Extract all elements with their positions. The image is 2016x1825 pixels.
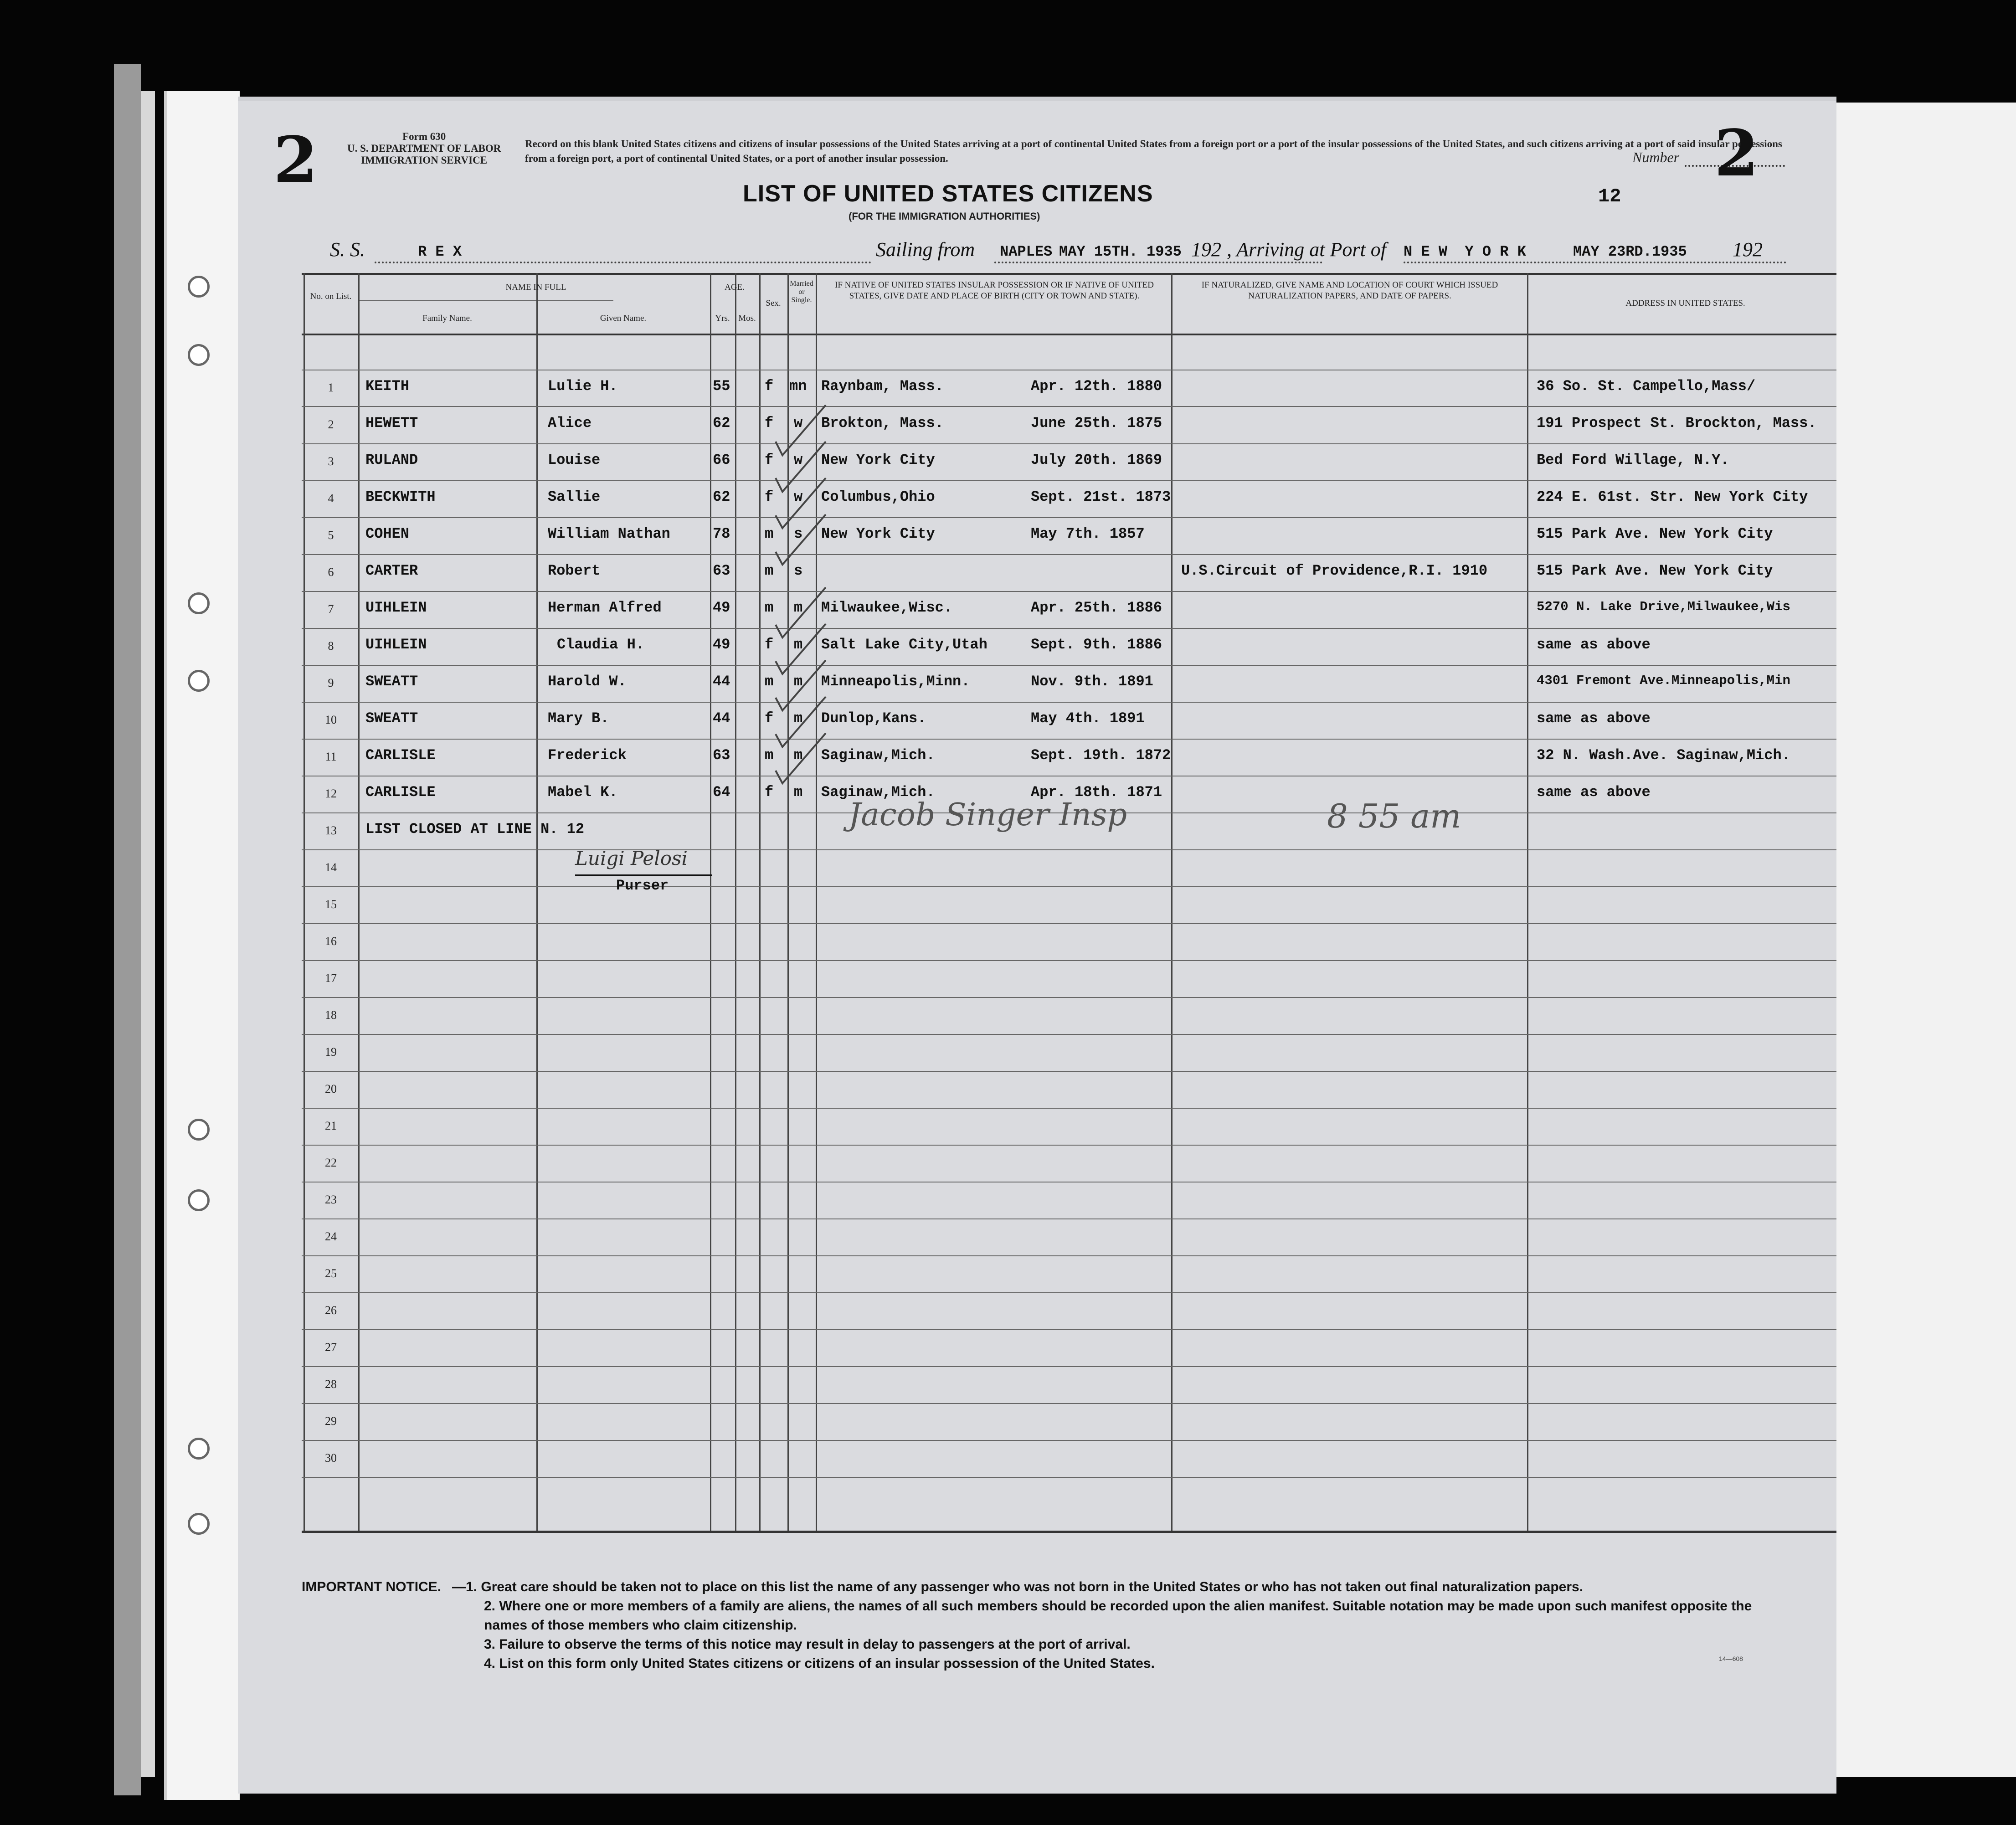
birth-place: Brokton, Mass. [821, 415, 944, 432]
sex: m [765, 525, 774, 542]
row-number: 23 [325, 1193, 337, 1206]
binder-hole [188, 1438, 210, 1460]
address: 4301 Fremont Ave.Minneapolis,Min [1537, 673, 1790, 688]
birth-date: Sept. 21st. 1873 [1031, 488, 1171, 505]
row-number: 19 [325, 1045, 337, 1059]
family-name: CARLISLE [365, 747, 436, 764]
form-id-block [347, 131, 501, 166]
birth-place: Dunlop,Kans. [821, 710, 926, 727]
purser-signature-line [575, 874, 712, 876]
age-years: 55 [713, 378, 730, 395]
family-name: RULAND [365, 452, 418, 468]
marital-status: s [794, 562, 803, 579]
row-rule [302, 1366, 1836, 1367]
header-sex: Sex. [766, 298, 781, 308]
birth-date: Apr. 25th. 1886 [1031, 599, 1162, 616]
row-number: 4 [328, 492, 334, 505]
passenger-table [302, 273, 1836, 1533]
row-rule [302, 997, 1836, 998]
birth-date: July 20th. 1869 [1031, 452, 1162, 468]
family-name: UIHLEIN [365, 636, 427, 653]
col-rule [1171, 273, 1173, 1533]
address: 191 Prospect St. Brockton, Mass. [1537, 415, 1817, 432]
binder-hole [188, 1513, 210, 1535]
arriving-label: , Arriving at Port of [1227, 238, 1386, 261]
sex: f [765, 415, 774, 432]
row-rule [302, 1218, 1836, 1219]
marital-status: m [794, 784, 803, 801]
row-rule [302, 665, 1836, 666]
header-married: Married or Single. [790, 280, 813, 304]
notice-item: 2. Where one or more members of a family are aliens, the names of all such members should be recorded upon the alien manifest. Suitable notation may be made upon such manifest opposite the names of those members who claim citizenship. [484, 1599, 1752, 1633]
given-name: Robert [548, 562, 601, 579]
year-suffix-2: 192 [1733, 238, 1763, 261]
row-number: 7 [328, 602, 334, 616]
header-naturalized: IF NATURALIZED, GIVE NAME AND LOCATION OF COURT WHICH ISSUED NATURALIZATION PAPERS, AND DATE OF PAPERS. [1201, 280, 1498, 301]
row-number: 28 [325, 1378, 337, 1391]
year-suffix: 192 [1191, 238, 1221, 261]
header-mos: Mos. [738, 314, 756, 323]
purser-label: Purser [616, 877, 669, 894]
age-years: 63 [713, 562, 730, 579]
given-name: Herman Alfred [548, 599, 662, 616]
birth-place: Saginaw,Mich. [821, 747, 935, 764]
family-name: CARTER [365, 562, 418, 579]
row-rule [302, 628, 1836, 629]
sex: m [765, 673, 774, 690]
header-age: AGE. [725, 283, 745, 292]
row-rule [302, 517, 1836, 518]
age-years: 49 [713, 599, 730, 616]
birth-date: Sept. 9th. 1886 [1031, 636, 1162, 653]
sailing-label: Sailing from [876, 238, 975, 261]
age-years: 49 [713, 636, 730, 653]
row-number: 12 [325, 787, 337, 800]
inspector-signature: Jacob Singer Insp [849, 797, 1127, 833]
row-number: 29 [325, 1414, 337, 1428]
marital-status: mn [789, 378, 807, 395]
sex: f [765, 636, 774, 653]
row-number: 27 [325, 1341, 337, 1354]
header-address: ADDRESS IN UNITED STATES. [1625, 298, 1745, 308]
given-name: Sallie [548, 488, 601, 505]
binder-hole [188, 344, 210, 366]
sex: f [765, 378, 774, 395]
notice-item: —1. Great care should be taken not to place on this list the name of any passenger who was not born in the United States or who has not taken out final naturalization papers. [452, 1579, 1584, 1594]
row-number: 18 [325, 1008, 337, 1022]
row-rule [302, 886, 1836, 887]
marital-status: m [794, 636, 803, 653]
from-port: NAPLES [1000, 243, 1053, 260]
ship-name: R E X [418, 243, 462, 260]
page-title: LIST OF UNITED STATES CITIZENS [743, 180, 1153, 207]
row-rule [302, 1145, 1836, 1146]
address: 515 Park Ave. New York City [1537, 525, 1773, 542]
form-code: 14—608 [1719, 1655, 1743, 1662]
page-number: 12 [1598, 185, 1621, 207]
row-rule [302, 554, 1836, 555]
row-rule [302, 702, 1836, 703]
header-age-rule [572, 300, 613, 301]
address: 224 E. 61st. Str. New York City [1537, 488, 1808, 505]
given-name: Louise [548, 452, 601, 468]
binder-hole [188, 276, 210, 298]
birth-date: June 25th. 1875 [1031, 415, 1162, 432]
family-name: COHEN [365, 525, 410, 542]
birth-date: May 4th. 1891 [1031, 710, 1145, 727]
row-rule [302, 1071, 1836, 1072]
row-number: 25 [325, 1267, 337, 1280]
sex: m [765, 562, 774, 579]
notice-item: 3. Failure to observe the terms of this notice may result in delay to passengers at the port of arrival. [484, 1637, 1131, 1652]
row-rule [302, 1440, 1836, 1441]
marital-status: s [794, 525, 803, 542]
arrive-date: MAY 23RD.1935 [1573, 243, 1687, 260]
col-rule [303, 273, 305, 1533]
notice-heading: IMPORTANT NOTICE. [302, 1579, 442, 1594]
marital-status: m [794, 673, 803, 690]
given-name: Alice [548, 415, 592, 432]
row-rule [302, 480, 1836, 481]
header-yrs: Yrs. [715, 314, 730, 323]
birth-place: Milwaukee,Wisc. [821, 599, 953, 616]
row-rule [302, 849, 1836, 850]
header-family: Family Name. [422, 314, 472, 323]
marital-status: w [794, 415, 803, 432]
list-closed-note: LIST CLOSED AT LINE N. 12 [365, 821, 585, 838]
form-label: Form 630 [402, 131, 446, 142]
header-name-rule [358, 300, 572, 301]
row-number: 22 [325, 1156, 337, 1169]
birth-place: Columbus,Ohio [821, 488, 935, 505]
header-name-in-full: NAME IN FULL [505, 283, 566, 292]
row-number: 11 [325, 750, 337, 763]
row-number: 16 [325, 935, 337, 948]
sex: f [765, 488, 774, 505]
sheet-number-stamp: 2 [273, 123, 318, 198]
naturalization: U.S.Circuit of Providence,R.I. 1910 [1181, 562, 1488, 579]
binder-edge [114, 64, 141, 1795]
row-rule [302, 1292, 1836, 1293]
row-number: 20 [325, 1082, 337, 1095]
address: 515 Park Ave. New York City [1537, 562, 1773, 579]
age-years: 78 [713, 525, 730, 542]
sail-date: MAY 15TH. 1935 [1059, 243, 1182, 260]
given-name: William Nathan [548, 525, 670, 542]
birth-date: Apr. 18th. 1871 [1031, 784, 1162, 801]
given-name: Claudia H. [557, 636, 645, 653]
binder-edge-inner [141, 91, 155, 1777]
given-name: Harold W. [548, 673, 627, 690]
address: 32 N. Wash.Ave. Saginaw,Mich. [1537, 747, 1790, 764]
row-number: 3 [328, 455, 334, 468]
age-years: 62 [713, 415, 730, 432]
row-number: 1 [328, 381, 334, 394]
family-name: CARLISLE [365, 784, 436, 801]
sex: f [765, 710, 774, 727]
row-rule [302, 1477, 1836, 1478]
birth-date: May 7th. 1857 [1031, 525, 1145, 542]
given-name: Lulie H. [548, 378, 618, 395]
to-dotline [1404, 262, 1786, 263]
marital-status: m [794, 710, 803, 727]
arrival-time-note: 8 55 am [1327, 797, 1461, 835]
age-years: 63 [713, 747, 730, 764]
row-number: 24 [325, 1230, 337, 1243]
purser-signature: Luigi Pelosi [575, 847, 688, 869]
row-number: 30 [325, 1451, 337, 1465]
notice-item: 4. List on this form only United States citizens or citizens of an insular possession of the United States. [484, 1656, 1155, 1671]
birth-place: Raynbam, Mass. [821, 378, 944, 395]
family-name: HEWETT [365, 415, 418, 432]
header-no: No. on List. [310, 292, 352, 301]
binder-hole [188, 592, 210, 614]
table-bottom-rule [302, 1531, 1836, 1533]
row-number: 5 [328, 529, 334, 542]
family-name: UIHLEIN [365, 599, 427, 616]
ss-label: S. S. [330, 238, 365, 261]
birth-date: Nov. 9th. 1891 [1031, 673, 1153, 690]
age-years: 62 [713, 488, 730, 505]
row-rule [302, 960, 1836, 961]
given-name: Mabel K. [548, 784, 618, 801]
col-rule [710, 273, 711, 1533]
sex: m [765, 599, 774, 616]
header-birth: IF NATIVE OF UNITED STATES INSULAR POSSESSION OR IF NATIVE OF UNITED STATES, GIVE DATE AND PLACE OF BIRTH (CITY OR TOWN AND STATE). [835, 280, 1154, 301]
marital-status: w [794, 452, 803, 468]
page-subtitle: (FOR THE IMMIGRATION AUTHORITIES) [849, 211, 1040, 222]
table-top-rule [302, 273, 1836, 275]
dept-label: U. S. DEPARTMENT OF LABOR [347, 143, 501, 154]
row-rule [302, 1255, 1836, 1256]
family-name: SWEATT [365, 710, 418, 727]
binder-hole [188, 670, 210, 692]
address: 36 So. St. Campello,Mass/ [1537, 378, 1756, 395]
service-label: IMMIGRATION SERVICE [361, 154, 488, 166]
marital-status: w [794, 488, 803, 505]
birth-place: Salt Lake City,Utah [821, 636, 987, 653]
birth-place: Minneapolis,Minn. [821, 673, 970, 690]
col-rule [536, 273, 538, 1533]
row-rule [302, 591, 1836, 592]
address: same as above [1537, 710, 1651, 727]
header-bottom-rule [302, 334, 1836, 335]
address: Bed Ford Willage, N.Y. [1537, 452, 1729, 468]
binder-hole [188, 1119, 210, 1141]
sex: m [765, 747, 774, 764]
row-number: 13 [325, 824, 337, 837]
age-years: 44 [713, 710, 730, 727]
birth-place: New York City [821, 525, 935, 542]
col-rule [735, 273, 736, 1533]
sex: f [765, 784, 774, 801]
row-rule [302, 1329, 1836, 1330]
address: same as above [1537, 636, 1651, 653]
sex: f [765, 452, 774, 468]
header-given: Given Name. [600, 314, 647, 323]
number-value: 2 [1714, 116, 1759, 191]
row-rule [302, 739, 1836, 740]
age-years: 44 [713, 673, 730, 690]
given-name: Mary B. [548, 710, 609, 727]
birth-date: Apr. 12th. 1880 [1031, 378, 1162, 395]
address: same as above [1537, 784, 1651, 801]
row-number: 15 [325, 898, 337, 911]
binder-strip-right [1836, 103, 2016, 1777]
row-number: 17 [325, 972, 337, 985]
record-instructions: Record on this blank United States citizens and citizens of insular possessions of the United States arriving at a port of continental United States from a foreign port or a port of the insular possessions of the United States, and such citizens arriving at a port of said insular possessions from a foreign port, a port of continental United States, or a port of another insular possession. [525, 138, 1782, 164]
age-years: 66 [713, 452, 730, 468]
row-rule [302, 406, 1836, 407]
given-name: Frederick [548, 747, 627, 764]
birth-place: New York City [821, 452, 935, 468]
row-rule [302, 923, 1836, 924]
marital-status: m [794, 599, 803, 616]
col-rule [1527, 273, 1528, 1533]
row-rule [302, 443, 1836, 444]
row-rule [302, 1034, 1836, 1035]
binder-hole [188, 1189, 210, 1211]
address: 5270 N. Lake Drive,Milwaukee,Wis [1537, 599, 1790, 614]
age-years: 64 [713, 784, 730, 801]
check-marks [757, 346, 849, 802]
col-rule [358, 273, 360, 1533]
from-dotline [994, 262, 1322, 263]
row-number: 9 [328, 676, 334, 689]
row-number: 6 [328, 565, 334, 579]
row-number: 2 [328, 418, 334, 431]
to-port: N E W Y O R K [1404, 243, 1526, 260]
row-number: 26 [325, 1304, 337, 1317]
ship-dotline [375, 262, 871, 263]
row-number: 21 [325, 1119, 337, 1132]
family-name: BECKWITH [365, 488, 436, 505]
row-rule [302, 1108, 1836, 1109]
marital-status: m [794, 747, 803, 764]
sheet-top-edge [238, 97, 1836, 101]
row-number: 10 [325, 713, 337, 726]
family-name: KEITH [365, 378, 410, 395]
row-number: 8 [328, 639, 334, 653]
family-name: SWEATT [365, 673, 418, 690]
number-label: Number [1632, 149, 1680, 165]
birth-place: Saginaw,Mich. [821, 784, 935, 801]
row-rule [302, 1403, 1836, 1404]
manifest-sheet [238, 97, 1836, 1794]
birth-date: Sept. 19th. 1872 [1031, 747, 1171, 764]
row-number: 14 [325, 861, 337, 874]
